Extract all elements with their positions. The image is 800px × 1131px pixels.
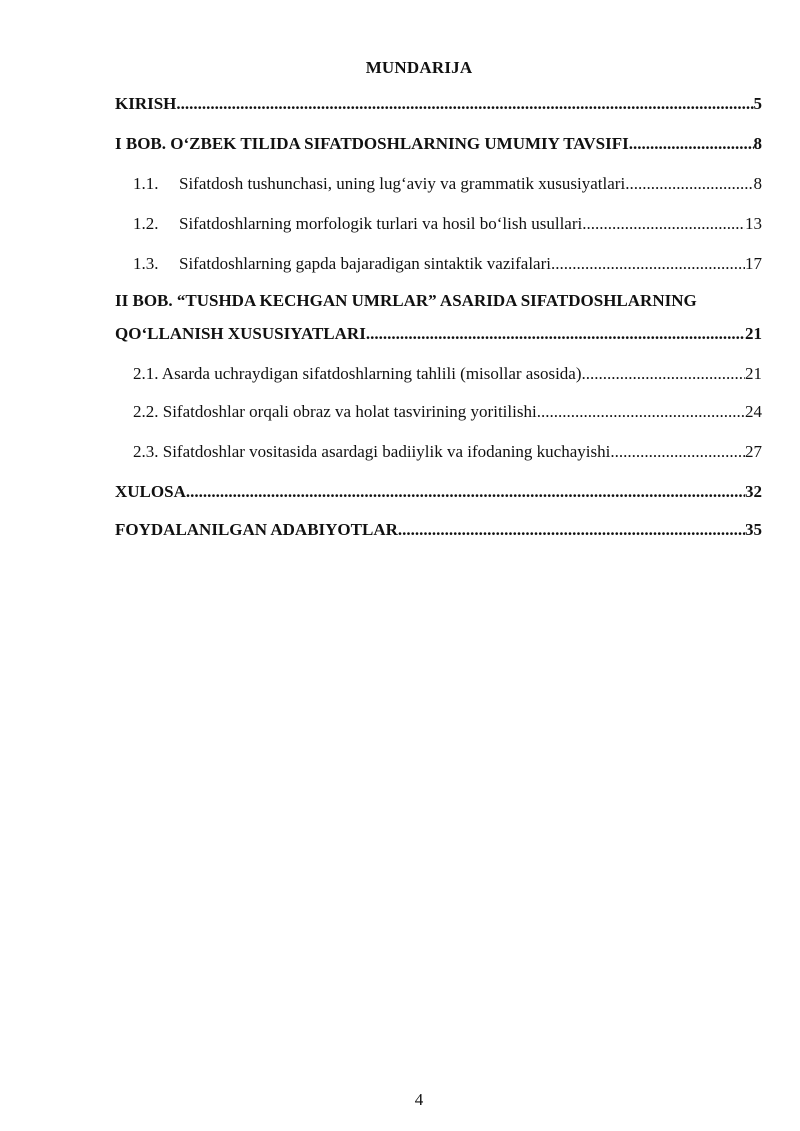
toc-entry-2-1[interactable] xyxy=(133,363,762,385)
toc-entry-page: 35 xyxy=(745,520,762,539)
toc-entry-page: 21 xyxy=(745,364,762,383)
toc-entry-text: Sifatdoshlarning gapda bajaradigan sintaktik vazifalari xyxy=(179,254,551,273)
toc-entry-bob2-line1[interactable]: II BOB. “TUSHDA KECHGAN UMRLAR” ASARIDA SIFATDOSHLARNING xyxy=(115,291,697,310)
toc-entry-number: 1.2. xyxy=(133,214,159,233)
toc-entry-2-3[interactable] xyxy=(133,441,762,463)
dot-leader xyxy=(582,213,745,235)
toc-entry-page: 8 xyxy=(753,134,762,153)
toc-entry-1-2[interactable] xyxy=(133,213,762,235)
toc-entry-bob2[interactable] xyxy=(115,323,762,345)
toc-entry-text: QO‘LLANISH XUSUSIYATLARI xyxy=(115,324,366,343)
dot-leader xyxy=(582,363,745,385)
toc-entry-text: I BOB. O‘ZBEK TILIDA SIFATDOSHLARNING UMUMIY TAVSIFI xyxy=(115,134,629,153)
toc-entry-bob1[interactable] xyxy=(115,133,762,155)
dot-leader xyxy=(398,519,745,541)
toc-entry-kirish[interactable] xyxy=(115,93,762,115)
toc-entry-1-1[interactable] xyxy=(133,173,762,195)
toc-entry-page: 32 xyxy=(745,482,762,501)
toc-entry-text: Sifatdoshlarning morfologik turlari va hosil bo‘lish usullari xyxy=(179,214,583,233)
dot-leader xyxy=(366,323,745,345)
dot-leader xyxy=(176,93,753,115)
toc-entry-page: 5 xyxy=(753,94,762,113)
toc-entry-text: FOYDALANILGAN ADABIYOTLAR xyxy=(115,520,398,539)
toc-entry-page: 13 xyxy=(745,214,762,233)
dot-leader xyxy=(610,441,745,463)
dot-leader xyxy=(551,253,745,275)
toc-entry-xulosa[interactable] xyxy=(115,481,762,503)
toc-entry-2-2[interactable] xyxy=(133,401,762,423)
toc-entry-number: 1.1. xyxy=(133,174,159,193)
page-number: 4 xyxy=(414,1090,424,1109)
toc-entry-1-3[interactable] xyxy=(133,253,762,275)
toc-entry-page: 24 xyxy=(745,402,762,421)
toc-entry-text: 2.3. Sifatdoshlar vositasida asardagi badiiylik va ifodaning kuchayishi xyxy=(133,442,611,461)
toc-entry-text: 2.2. Sifatdoshlar orqali obraz va holat tasvirining yoritilishi xyxy=(133,402,537,421)
toc-title: MUNDARIJA xyxy=(365,58,473,77)
toc-entry-text: Sifatdosh tushunchasi, uning lug‘aviy va grammatik xususiyatlari xyxy=(179,174,626,193)
dot-leader xyxy=(629,133,754,155)
page-footer xyxy=(0,1090,800,1110)
toc-entry-page: 17 xyxy=(745,254,762,273)
toc-entry-text: 2.1. Asarda uchraydigan sifatdoshlarning tahlili (misollar asosida) xyxy=(133,364,582,383)
toc-title-wrap xyxy=(0,58,800,78)
toc-entry-page: 8 xyxy=(753,174,762,193)
dot-leader xyxy=(537,401,745,423)
toc-entry-number: 1.3. xyxy=(133,254,159,273)
toc-entry-text: KIRISH xyxy=(115,94,177,113)
dot-leader xyxy=(186,481,745,503)
toc-entry-page: 21 xyxy=(745,324,762,343)
toc-entry-page: 27 xyxy=(745,442,762,461)
toc-entry-text: XULOSA xyxy=(115,482,186,501)
dot-leader xyxy=(625,173,753,195)
toc-entry-adabiyot[interactable] xyxy=(115,519,762,541)
